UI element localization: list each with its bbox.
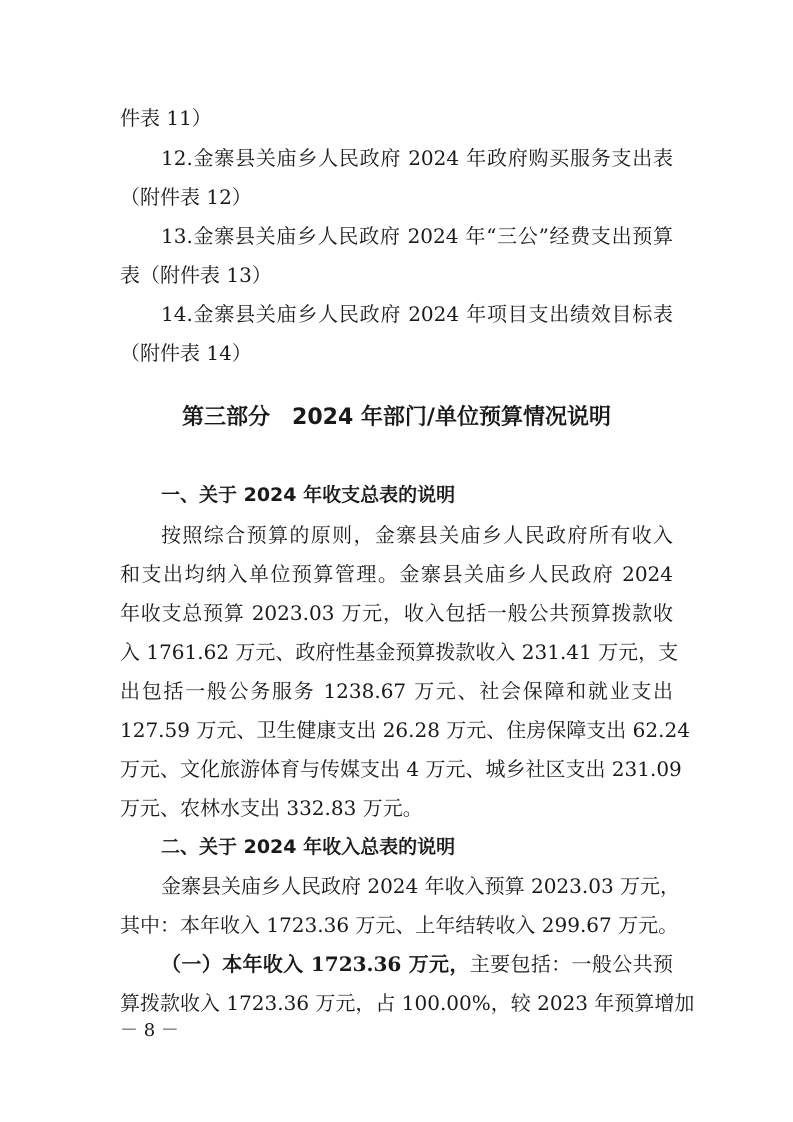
list-item-12: 12.金寨县关庙乡人民政府 2024 年政府购买服务支出表	[161, 146, 673, 170]
list-item-14-continuation: （附件表 14）	[120, 341, 252, 365]
section2-heading: 二、关于 2024 年收入总表的说明	[161, 836, 456, 858]
section1-line-5: 出包括一般公务服务 1238.67 万元、社会保障和就业支出	[120, 679, 673, 703]
section1-line-4: 入 1761.62 万元、政府性基金预算拨款收入 231.41 万元，支	[120, 640, 679, 664]
list-item-11-continuation: 件表 11）	[120, 106, 212, 130]
section1-line-1: 按照综合预算的原则，金寨县关庙乡人民政府所有收入	[161, 523, 673, 547]
section1-line-2: 和支出均纳入单位预算管理。金寨县关庙乡人民政府 2024	[120, 562, 673, 586]
list-item-13: 13.金寨县关庙乡人民政府 2024 年“三公”经费支出预算	[161, 224, 673, 248]
section2-item1-rest: 主要包括：一般公共预	[469, 952, 673, 976]
list-item-12-continuation: （附件表 12）	[120, 185, 252, 209]
section2-item1-line1	[161, 952, 673, 976]
list-item-14: 14.金寨县关庙乡人民政府 2024 年项目支出绩效目标表	[161, 302, 673, 326]
section1-line-7: 万元、文化旅游体育与传媒支出 4 万元、城乡社区支出 231.09	[120, 757, 682, 781]
section2-item1-line2: 算拨款收入 1723.36 万元，占 100.00%，较 2023 年预算增加	[120, 991, 695, 1015]
section1-line-6: 127.59 万元、卫生健康支出 26.28 万元、住房保障支出 62.24	[120, 718, 690, 742]
part3-title: 第三部分 2024 年部门/单位预算情况说明	[182, 405, 611, 430]
section2-item1-bold: （一）本年收入 1723.36 万元，	[161, 952, 470, 976]
page-number: － 8 －	[120, 1020, 179, 1041]
section1-line-8: 万元、农林水支出 332.83 万元。	[120, 796, 423, 820]
section1-line-3: 年收支总预算 2023.03 万元，收入包括一般公共预算拨款收	[120, 601, 673, 625]
list-item-13-continuation: 表（附件表 13）	[120, 263, 272, 287]
section2-line-2: 其中：本年收入 1723.36 万元、上年结转收入 299.67 万元。	[120, 913, 679, 937]
section2-line-1: 金寨县关庙乡人民政府 2024 年收入预算 2023.03 万元，	[161, 874, 681, 898]
section1-heading: 一、关于 2024 年收支总表的说明	[161, 484, 456, 506]
